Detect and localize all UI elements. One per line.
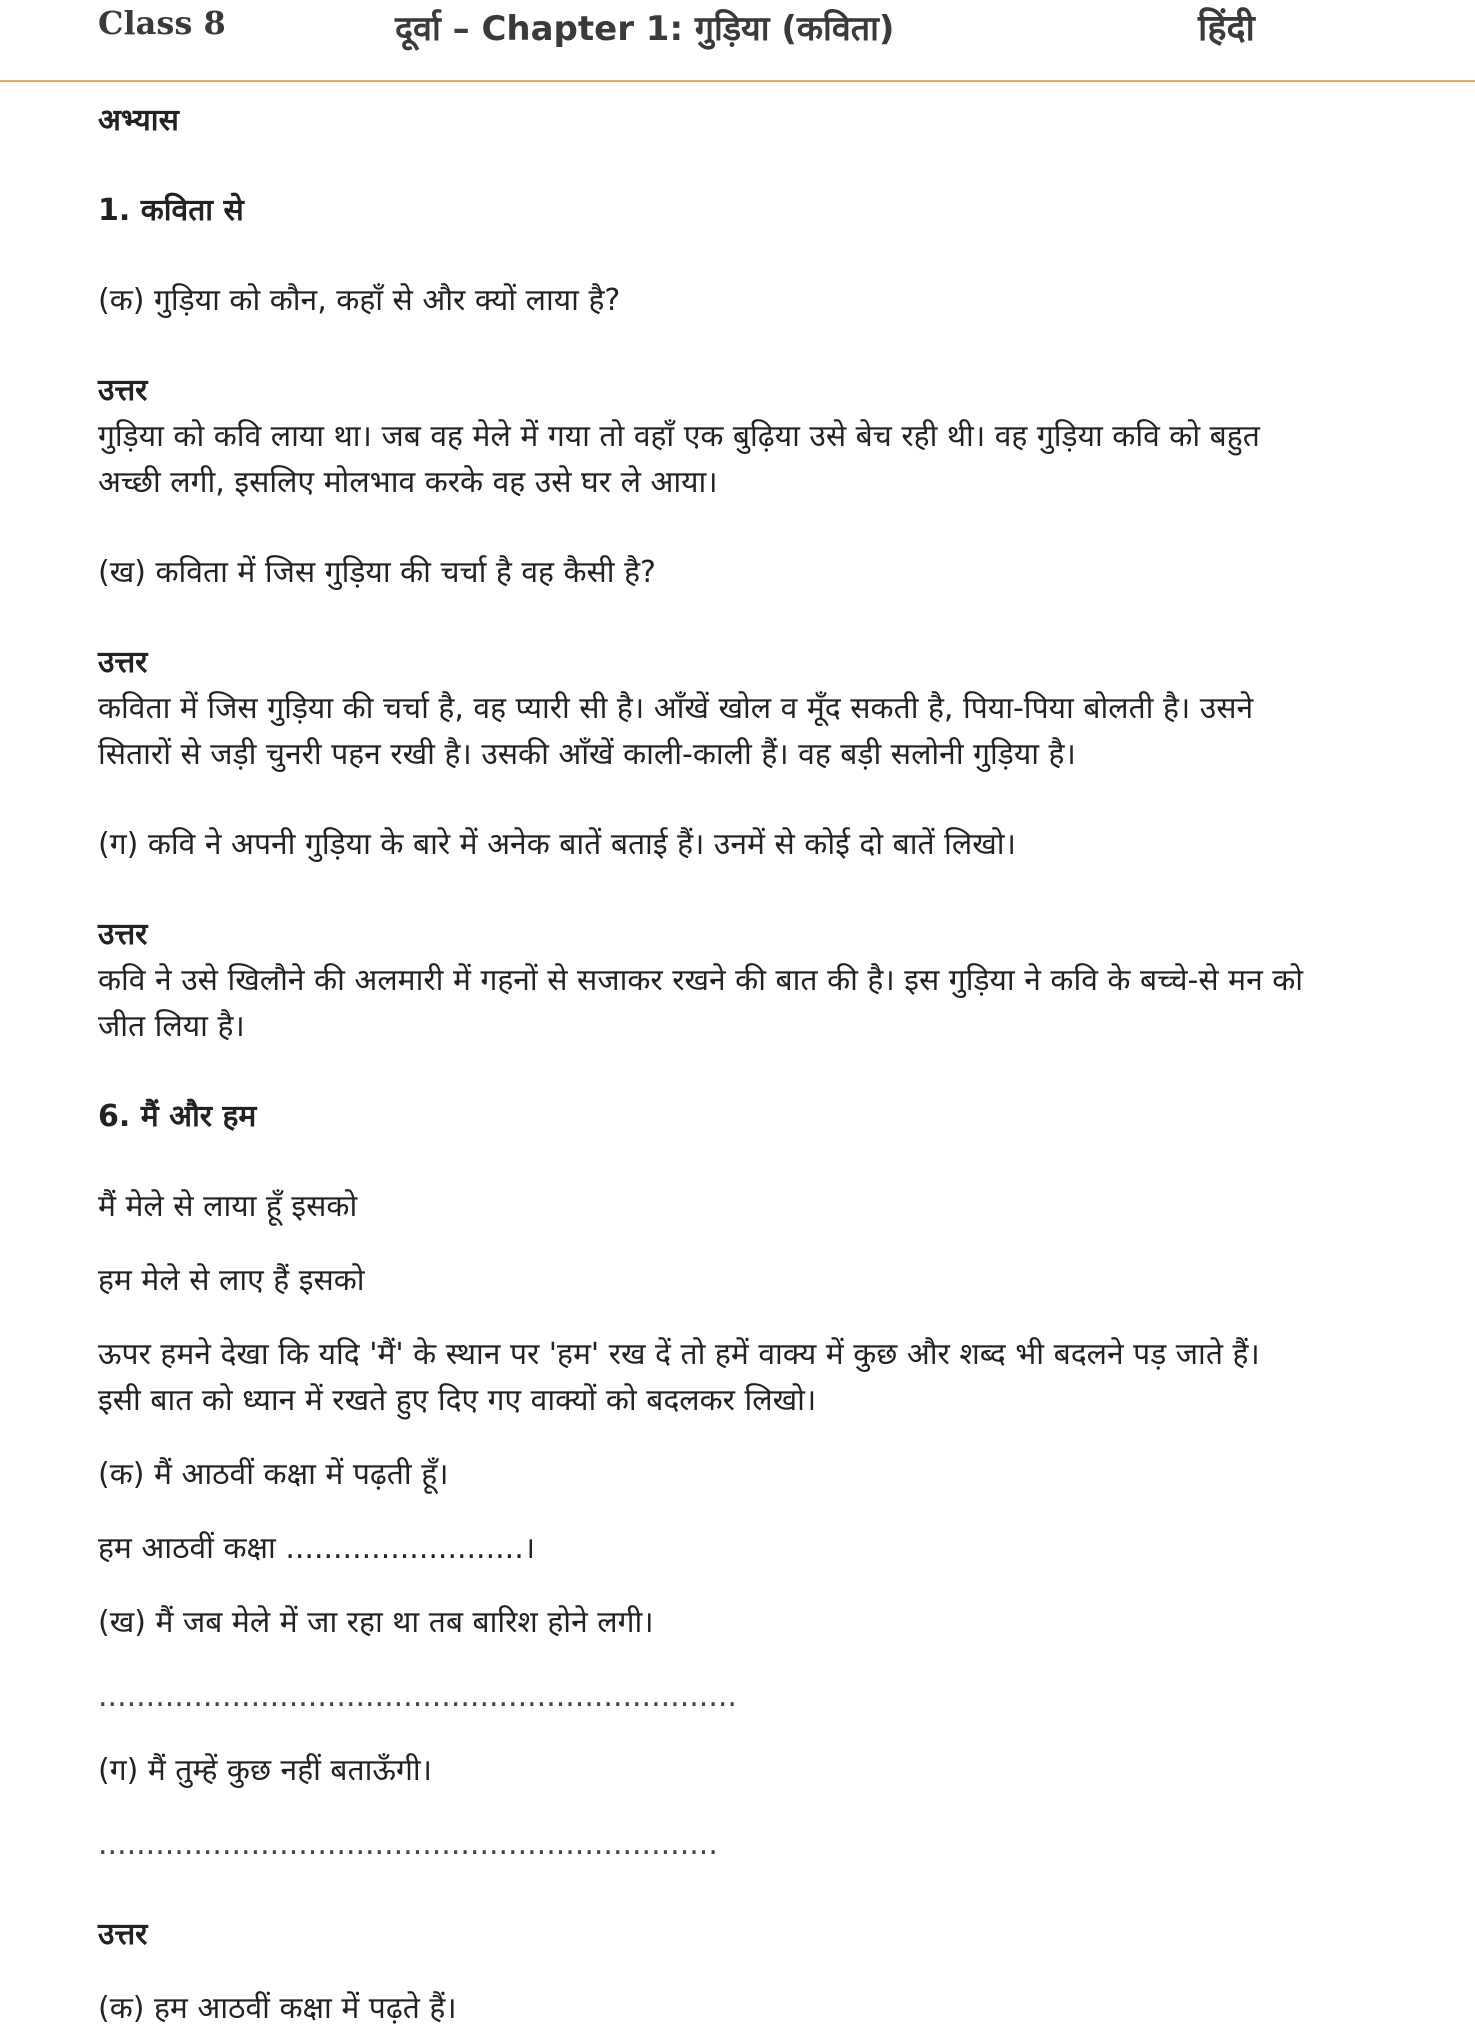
answer-kha-line-2: सितारों से जड़ी चुनरी पहन रखी है। उसकी आँखें काली-काली हैं। वह बड़ी सलोनी गुड़िया है। [98,737,1076,772]
page-header [0,0,1475,82]
answer-ga-line-1: कवि ने उसे खिलौने की अलमारी में गहनों से सजाकर रखने की बात की है। इस गुड़िया ने कवि के बच्चे-से मन को [98,963,1304,998]
example-line-1: मैं मेले से लाया हूँ इसको [98,1189,358,1224]
answer-ka-line-2: अच्छी लगी, इसलिए मोलभाव करके वह उसे घर ले आया। [98,465,718,500]
answer-label: उत्तर [98,373,148,408]
chapter-title: दूर्वा – Chapter 1: गुड़िया (कविता) [395,9,895,49]
question-ga: (ग) कवि ने अपनी गुड़िया के बारे में अनेक बातें बताई हैं। उनमें से कोई दो बातें लिखो। [98,827,1016,862]
section-1-heading: 1. कविता से [98,193,244,228]
answer-label: उत्तर [98,1917,148,1952]
answer-label: उत्तर [98,917,148,952]
exercise-heading: अभ्यास [98,103,179,138]
instruction-line-1: ऊपर हमने देखा कि यदि 'मैं' के स्थान पर 'हम' रख दें तो हमें वाक्य में कुछ और शब्द भी बदलने पड़ जाते हैं। [98,1337,1260,1372]
answer-ga-line-2: जीत लिया है। [98,1009,245,1044]
question-ka: (क) गुड़िया को कौन, कहाँ से और क्यों लाया है? [98,283,621,318]
page-content [98,98,1388,2032]
question-kha: (ख) कविता में जिस गुड़िया की चर्चा है वह कैसी है? [98,555,656,590]
class-label: Class 8 [98,4,226,42]
answer-ka-line-1: गुड़िया को कवि लाया था। जब वह मेले में गया तो वहाँ एक बुढ़िया उसे बेच रही थी। वह गुड़िया कवि को बहुत [98,419,1260,454]
example-line-2: हम मेले से लाए हैं इसको [98,1263,365,1298]
sentence-ga: (ग) मैं तुम्हें कुछ नहीं बताऊँगी। [98,1753,433,1788]
sentence-kha: (ख) मैं जब मेले में जा रहा था तब बारिश होने लगी। [98,1605,654,1640]
sentence-ga-blank: ................................................................. [98,1827,718,1862]
answer-label: उत्तर [98,645,148,680]
sentence-ka: (क) मैं आठवीं कक्षा में पढ़ती हूँ। [98,1457,449,1492]
answer-sentence-ka: (क) हम आठवीं कक्षा में पढ़ते हैं। [98,1991,457,2026]
section-6-heading: 6. मैं और हम [98,1099,257,1134]
subject-label: हिंदी [1198,8,1255,49]
instruction-line-2: इसी बात को ध्यान में रखते हुए दिए गए वाक्यों को बदलकर लिखो। [98,1383,817,1418]
answer-kha-line-1: कविता में जिस गुड़िया की चर्चा है, वह प्यारी सी है। आँखें खोल व मूँद सकती है, पिया-पिया बोलती है। उसने [98,691,1254,726]
sentence-kha-blank: ................................................................... [98,1679,737,1714]
sentence-ka-blank: हम आठवीं कक्षा .........................। [98,1531,536,1566]
